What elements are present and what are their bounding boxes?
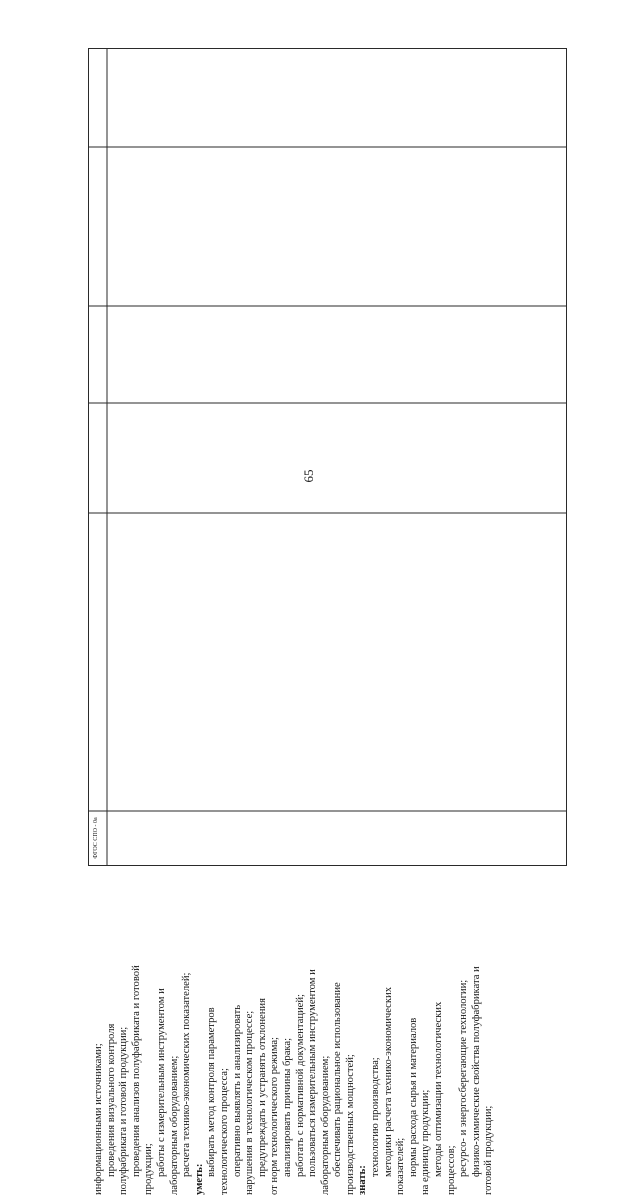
- text-line: информационными источниками;: [93, 1043, 104, 1195]
- text-line: обеспечивать рациональное использование: [332, 982, 344, 1177]
- text-line: выбирать метод контроля параметров: [206, 1007, 218, 1177]
- text-line: готовой продукции;: [483, 1105, 495, 1195]
- text-line: предупреждать и устранять отклонения: [256, 998, 268, 1177]
- text-line: работы с измерительным инструментом и: [155, 988, 167, 1177]
- text-line: расчета технико-экономических показателей;: [181, 972, 193, 1177]
- text-line: знать:: [357, 1165, 369, 1195]
- text-line: продукции;: [143, 1143, 155, 1195]
- text-line: полуфабриката и готовой продукции;: [118, 1026, 130, 1195]
- text-line: работать с нормативной документацией;: [294, 994, 306, 1177]
- text-line: технологию производства;: [370, 1057, 382, 1177]
- text-line: анализировать причины брака;: [281, 1037, 293, 1177]
- text-line: уметь:: [193, 1163, 205, 1195]
- text-line: проведения анализов полуфабриката и готовой: [130, 965, 142, 1177]
- text-line: производственных мощностей;: [344, 1054, 356, 1195]
- competence-text-cell: [89, 376, 530, 1195]
- text-line: пользоваться измерительным инструментом и: [307, 969, 319, 1177]
- text-line: физико-химические свойства полуфабриката и: [470, 966, 482, 1177]
- text-line: на единицу продукции;: [420, 1089, 432, 1195]
- text-line: проведения визуального контроля: [105, 1023, 117, 1177]
- text-line: технологического процесса;: [218, 1068, 230, 1195]
- text-line: лабораторным оборудованием;: [168, 1055, 180, 1195]
- text-line: процессов;: [445, 1145, 457, 1195]
- text-line: оперативно выявлять и анализировать: [231, 1004, 243, 1177]
- text-line: показателей;: [395, 1137, 407, 1195]
- table-frame: [88, 48, 567, 1195]
- footer-code: ФГОС СПО - 0а: [93, 817, 99, 859]
- text-line: нарушения в технологическом процессе;: [244, 1010, 256, 1195]
- text-line: методы оптимизации технологических: [433, 1001, 445, 1177]
- text-line: лабораторным оборудованием;: [319, 1055, 331, 1195]
- page-number: 65: [301, 469, 316, 483]
- text-line: нормы расхода сырья и материалов: [407, 1017, 419, 1177]
- competence-lines: [93, 855, 496, 1195]
- text-line: ресурсо- и энергосберегающие технологии;: [458, 979, 470, 1177]
- text-line: методики расчета технико-экономических: [382, 987, 394, 1177]
- text-line: от норм технологического режима;: [269, 1037, 281, 1195]
